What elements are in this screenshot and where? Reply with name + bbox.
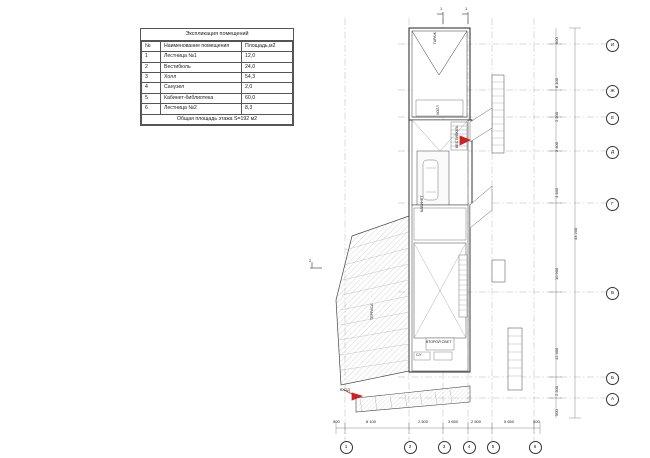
axis-bubble-2: 2 <box>404 441 417 454</box>
dim-bottom-5: 5 650 <box>504 419 515 424</box>
dim-right-4: 4 440 <box>554 187 559 198</box>
room-label-entrance: ВХОД <box>340 388 350 392</box>
cell-name: Санузел <box>161 83 242 93</box>
axis-bubble-4: 4 <box>463 441 476 454</box>
dim-bottom-3: 3 650 <box>448 419 459 424</box>
cell-num: 6 <box>142 104 161 114</box>
cell-name: Лестница №2 <box>161 104 242 114</box>
room-label-wc: С/У <box>416 353 422 357</box>
right-elements <box>470 75 522 390</box>
axis-bubble-6: 6 <box>529 441 542 454</box>
dim-bottom-2: 2 500 <box>418 419 429 424</box>
col-header-name: Наименование помещения <box>161 41 242 51</box>
axis-bubble-b: Б <box>606 372 619 385</box>
room-label-terrace: ТЕРРАСА <box>370 303 374 320</box>
room-label-hall: ХОЛЛ <box>436 105 440 115</box>
cell-num: 3 <box>142 73 161 83</box>
cell-name: Холл <box>161 73 242 83</box>
cell-area: 54,3 <box>242 73 293 83</box>
dim-right-total: 43 200 <box>573 227 578 240</box>
dim-right-2: 2 200 <box>554 111 559 122</box>
dim-bottom-6: 500 <box>533 419 540 424</box>
cell-area: 60,0 <box>242 93 293 103</box>
cell-name: Кабинет-библиотека <box>161 93 242 103</box>
entrance-walk <box>356 386 470 412</box>
axis-bubble-3: 3 <box>438 441 451 454</box>
dim-bottom-0: 500 <box>333 419 340 424</box>
col-header-area: Площадь,м2 <box>242 41 293 51</box>
dim-right-7: 2 200 <box>554 385 559 396</box>
room-schedule-title: Экспликация помещений <box>141 29 293 41</box>
axis-bubble-e: Е <box>606 112 619 125</box>
room-label-study: КАБИНЕТ <box>420 195 424 212</box>
cell-area: 2,0 <box>242 83 293 93</box>
section-mark-left-1: 2 <box>309 258 312 263</box>
col-header-num: № <box>142 41 161 51</box>
room-label-garage: ГАРАЖ <box>433 32 437 44</box>
cell-num: 4 <box>142 83 161 93</box>
room-label-vestibule: ВЕСТИБЮЛЬ <box>455 125 459 148</box>
room-label-double-height: ВТОРОЙ СВЕТ <box>426 340 452 344</box>
axis-bubble-g: Г <box>606 198 619 211</box>
axis-bubble-a: А <box>606 393 619 406</box>
section-mark-top-1: 1 <box>440 6 443 11</box>
dim-bottom-1: 8 100 <box>366 419 377 424</box>
axis-bubble-5: 5 <box>487 441 500 454</box>
section-mark-top-2: 1 <box>465 6 468 11</box>
cell-name: Вестибюль <box>161 62 242 72</box>
cell-area: 24,0 <box>242 62 293 72</box>
dim-right-5: 10 900 <box>554 267 559 280</box>
dim-right-8: 500 <box>554 409 559 416</box>
dim-right-1: 8 100 <box>554 77 559 88</box>
cell-total: Общая площадь этажа S=192 м2 <box>142 114 293 124</box>
axis-bubble-d: Д <box>606 146 619 159</box>
mid-block <box>412 120 468 205</box>
cell-num: 5 <box>142 93 161 103</box>
terrace <box>336 216 409 385</box>
cell-area: 12,0 <box>242 52 293 62</box>
cell-name: Лестница №1 <box>161 52 242 62</box>
dim-bottom-4: 2 500 <box>471 419 482 424</box>
living-block <box>412 205 468 371</box>
axis-bubble-zh: Ж <box>606 85 619 98</box>
dim-right-0: 500 <box>554 37 559 44</box>
axis-bubble-1: 1 <box>340 441 353 454</box>
axis-bubble-v: В <box>606 287 619 300</box>
cell-num: 1 <box>142 52 161 62</box>
cell-area: 8,3 <box>242 104 293 114</box>
cell-num: 2 <box>142 62 161 72</box>
axis-bubble-i: И <box>606 39 619 52</box>
dim-right-6: 12 400 <box>554 347 559 360</box>
dim-right-3: 2 400 <box>554 141 559 152</box>
